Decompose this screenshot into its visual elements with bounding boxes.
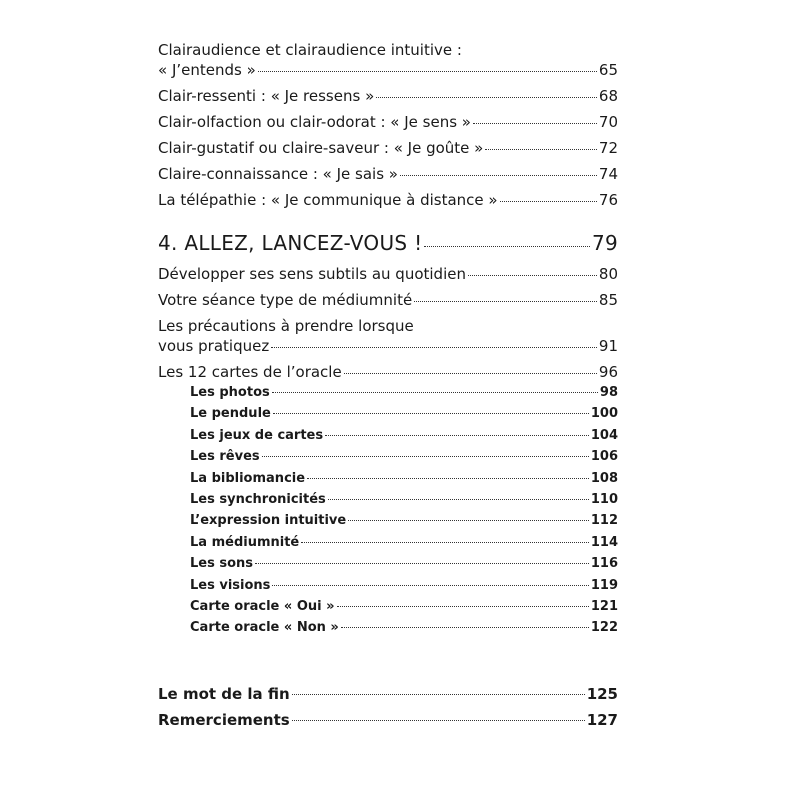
toc-entry-telepathie[interactable]: [158, 190, 618, 210]
dot-leader: [273, 413, 589, 414]
dot-leader: [414, 301, 597, 302]
toc-page-number: 72: [598, 139, 618, 157]
toc-entry-clairaudience[interactable]: [158, 40, 618, 80]
toc-page-number: 116: [590, 556, 618, 572]
toc-subentry-title: Les photos: [190, 385, 270, 400]
toc-page-number: 121: [590, 599, 618, 615]
toc-subentry-title: Les sons: [190, 556, 254, 572]
toc-subentry-title: Carte oracle « Non »: [190, 620, 339, 636]
toc-cards-list: [158, 382, 618, 639]
toc-subentry[interactable]: [158, 446, 618, 467]
toc-entry-title: Clair-gustatif ou claire-saveur : « Je goûte »: [158, 139, 484, 157]
toc-page-number: 70: [598, 113, 618, 131]
dot-leader: [271, 347, 597, 348]
toc-entry-clair-gustatif[interactable]: [158, 138, 618, 158]
toc-page-number: 85: [598, 291, 618, 309]
toc-subentry-title: L’expression intuitive: [190, 513, 347, 529]
toc-entry-line: Clairaudience et clairaudience intuitive :: [158, 41, 462, 59]
toc-entry-title: Clair-ressenti : « Je ressens »: [158, 87, 375, 105]
dot-leader: [473, 123, 597, 124]
dot-leader: [258, 71, 597, 72]
toc-page-number: 104: [590, 427, 618, 443]
toc-subentry[interactable]: [158, 553, 618, 574]
dot-leader: [301, 542, 589, 543]
dot-leader: [328, 499, 589, 500]
toc-page-number: 110: [590, 492, 618, 508]
toc-subentry[interactable]: [158, 510, 618, 531]
dot-leader: [344, 373, 597, 374]
toc-page-number: 119: [590, 577, 618, 593]
toc-subentry-title: La bibliomancie: [190, 470, 306, 486]
toc-page-number: 98: [599, 385, 618, 400]
dot-leader: [400, 175, 597, 176]
toc-entry-mot-de-la-fin[interactable]: [158, 681, 618, 707]
toc-entry-title: Clair-olfaction ou clair-odorat : « Je sens »: [158, 113, 471, 131]
toc-subentry[interactable]: [158, 617, 618, 638]
toc-entry-12-cartes[interactable]: [158, 362, 618, 382]
toc-entry-title: Développer ses sens subtils au quotidien: [158, 265, 466, 283]
toc-subentry[interactable]: [158, 575, 618, 596]
toc-entry-claire-connaissance[interactable]: [158, 164, 618, 184]
toc-subentry-title: La médiumnité: [190, 534, 300, 550]
dot-leader: [292, 720, 585, 721]
toc-subentry[interactable]: [158, 489, 618, 510]
toc-subentry-title: Le pendule: [190, 406, 271, 422]
toc-entry-title: Votre séance type de médiumnité: [158, 291, 413, 309]
dot-leader: [307, 478, 589, 479]
toc-entry-precautions[interactable]: [158, 316, 618, 356]
dot-leader: [424, 246, 590, 247]
toc-page-number: 91: [598, 337, 618, 355]
toc-page-number: 108: [590, 470, 618, 486]
dot-leader: [255, 563, 589, 564]
toc-page-number: 76: [598, 191, 618, 209]
toc-page-number: 100: [590, 406, 618, 422]
toc-page-number: 127: [586, 710, 618, 729]
toc-page-number: 68: [598, 87, 618, 105]
toc-page-number: 114: [590, 534, 618, 550]
toc-entry-title: « J’entends »: [158, 61, 256, 79]
toc-entry-remerciements[interactable]: [158, 707, 618, 733]
dot-leader: [348, 520, 589, 521]
toc-subentry[interactable]: [158, 403, 618, 424]
toc-page-number: 112: [590, 513, 618, 529]
toc-page-number: 96: [598, 363, 618, 381]
toc-page-number: 125: [586, 684, 618, 703]
toc-subentry-title: Les synchronicités: [190, 492, 326, 508]
toc-entry-clair-ressenti[interactable]: [158, 86, 618, 106]
toc-entry-clair-olfaction[interactable]: [158, 112, 618, 132]
toc-subentry[interactable]: [158, 532, 618, 553]
toc-page-number: 79: [591, 231, 618, 255]
dot-leader: [325, 435, 589, 436]
dot-leader: [262, 456, 589, 457]
toc-subentry[interactable]: [158, 382, 618, 403]
toc-entry-title: Les 12 cartes de l’oracle: [158, 363, 342, 381]
dot-leader: [341, 627, 589, 628]
dot-leader: [337, 606, 589, 607]
toc-subentry-title: Carte oracle « Oui »: [190, 599, 335, 615]
dot-leader: [500, 201, 597, 202]
toc-entry-line: Les précautions à prendre lorsque: [158, 317, 414, 335]
toc-page-number: 65: [598, 61, 618, 79]
dot-leader: [468, 275, 597, 276]
toc-subentry[interactable]: [158, 596, 618, 617]
dot-leader: [485, 149, 597, 150]
toc-page-number: 74: [598, 165, 618, 183]
chapter-title: 4. ALLEZ, LANCEZ-VOUS !: [158, 231, 423, 255]
toc-entry-developper[interactable]: [158, 264, 618, 284]
dot-leader: [272, 585, 588, 586]
toc-subentry-title: Les rêves: [190, 449, 260, 465]
table-of-contents: [158, 40, 618, 733]
dot-leader: [272, 392, 598, 393]
toc-subentry[interactable]: [158, 468, 618, 489]
toc-entry-title: Le mot de la fin: [158, 684, 290, 703]
toc-chapter-4[interactable]: [158, 230, 618, 256]
toc-entry-title: La télépathie : « Je communique à distance »: [158, 191, 498, 209]
toc-page-number: 106: [590, 449, 618, 465]
toc-entry-title: vous pratiquez: [158, 337, 270, 355]
toc-subentry-title: Les visions: [190, 577, 271, 593]
toc-entry-seance-type[interactable]: [158, 290, 618, 310]
dot-leader: [376, 97, 597, 98]
toc-entry-title: Claire-connaissance : « Je sais »: [158, 165, 398, 183]
toc-endmatter: [158, 681, 618, 733]
toc-subentry[interactable]: [158, 425, 618, 446]
toc-page-number: 80: [598, 265, 618, 283]
toc-entry-title: Remerciements: [158, 710, 290, 729]
toc-page-number: 122: [590, 620, 618, 636]
toc-subentry-title: Les jeux de cartes: [190, 427, 324, 443]
dot-leader: [292, 694, 585, 695]
